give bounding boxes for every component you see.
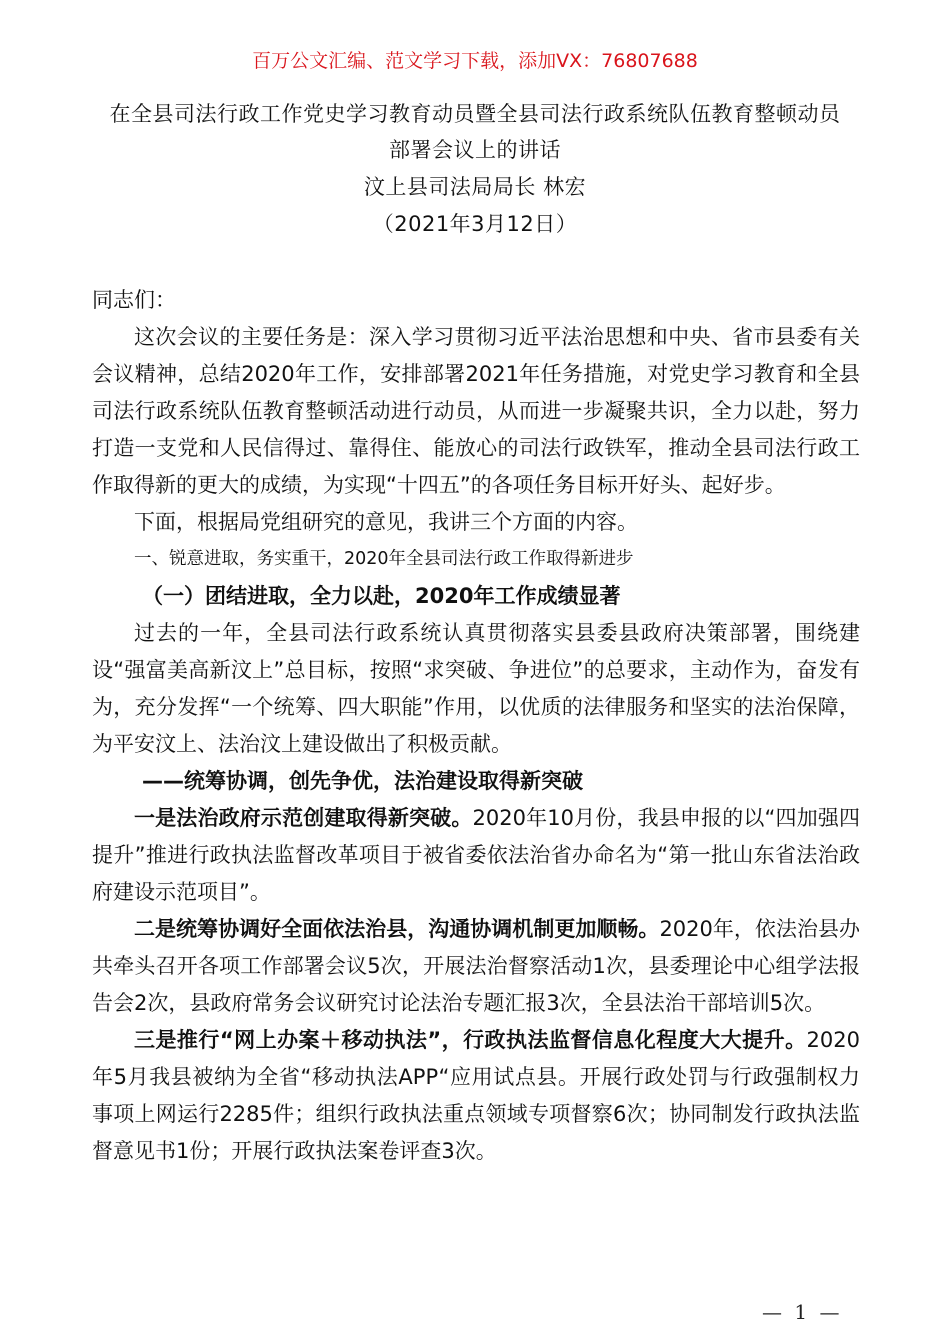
document-title-line-1: 在全县司法行政工作党史学习教育动员暨全县司法行政系统队伍教育整顿动员 [109, 102, 841, 126]
item-2 [92, 911, 860, 1022]
header-banner: 百万公文汇编、范文学习下载，添加VX：76807688 [252, 50, 698, 72]
item-2-text: 2020年，依法治县办共牵头召开各项工作部署会议5次，开展法治督察活动1次，县委理论中心组学法报告会2次，县政府常务会议研究讨论法治专题汇报3次，全县法治干部培训5次。 [92, 917, 860, 1015]
document-title-line-2: 部署会议上的讲话 [389, 138, 561, 162]
item-3 [92, 1022, 860, 1170]
dash-heading: ——统筹协调，创先争优，法治建设取得新突破 [142, 769, 583, 793]
subsection-heading-1: （一）团结进取，全力以赴，2020年工作成绩显著 [142, 584, 621, 608]
document-author: 汶上县司法局局长 林宏 [363, 175, 587, 199]
item-1 [92, 800, 860, 911]
paragraph-outline: 下面，根据局党组研究的意见，我讲三个方面的内容。 [134, 510, 638, 534]
item-3-lead: 三是推行“网上办案＋移动执法”，行政执法监督信息化程度大大提升。 [134, 1028, 807, 1052]
item-3-text: 2020年5月我县被纳为全省“移动执法APP“应用试点县。开展行政处罚与行政强制权力事项上网运行2285件；组织行政执法重点领域专项督察6次；协同制发行政执法监督意见书1份；开展行政执法案卷评查3次。 [92, 1028, 860, 1163]
salutation: 同志们： [92, 288, 176, 312]
item-2-lead: 二是统筹协调好全面依法治县，沟通协调机制更加顺畅。 [134, 917, 660, 941]
paragraph-intro: 这次会议的主要任务是：深入学习贯彻习近平法治思想和中央、省市县委有关会议精神，总结2020年工作，安排部署2021年任务措施，对党史学习教育和全县司法行政系统队伍教育整顿活动进行动员，从而进一步凝聚共识，全力以赴，努力打造一支党和人民信得过、靠得住、能放心的司法行政铁军，推动全县司法行政工作取得新的更大的成绩，为实现“十四五”的各项任务目标开好头、起好步。 [92, 325, 860, 497]
page-number: — 1 — [762, 1300, 843, 1324]
document-body [92, 282, 860, 1170]
item-1-lead: 一是法治政府示范创建取得新突破。 [134, 806, 473, 830]
paragraph-review: 过去的一年，全县司法行政系统认真贯彻落实县委县政府决策部署，围绕建设“强富美高新汶上”总目标，按照“求突破、争进位”的总要求，主动作为，奋发有为，充分发挥“一个统筹、四大职能”作用，以优质的法律服务和坚实的法治保障，为平安汶上、法治汶上建设做出了积极贡献。 [92, 621, 860, 756]
document-date: （2021年3月12日） [372, 212, 578, 236]
section-heading-1: 一、锐意进取，务实重干，2020年全县司法行政工作取得新进步 [134, 549, 634, 569]
item-1-text: 2020年10月份，我县申报的以“四加强四提升”推进行政执法监督改革项目于被省委依法治省办命名为“第一批山东省法治政府建设示范项目”。 [92, 806, 861, 904]
